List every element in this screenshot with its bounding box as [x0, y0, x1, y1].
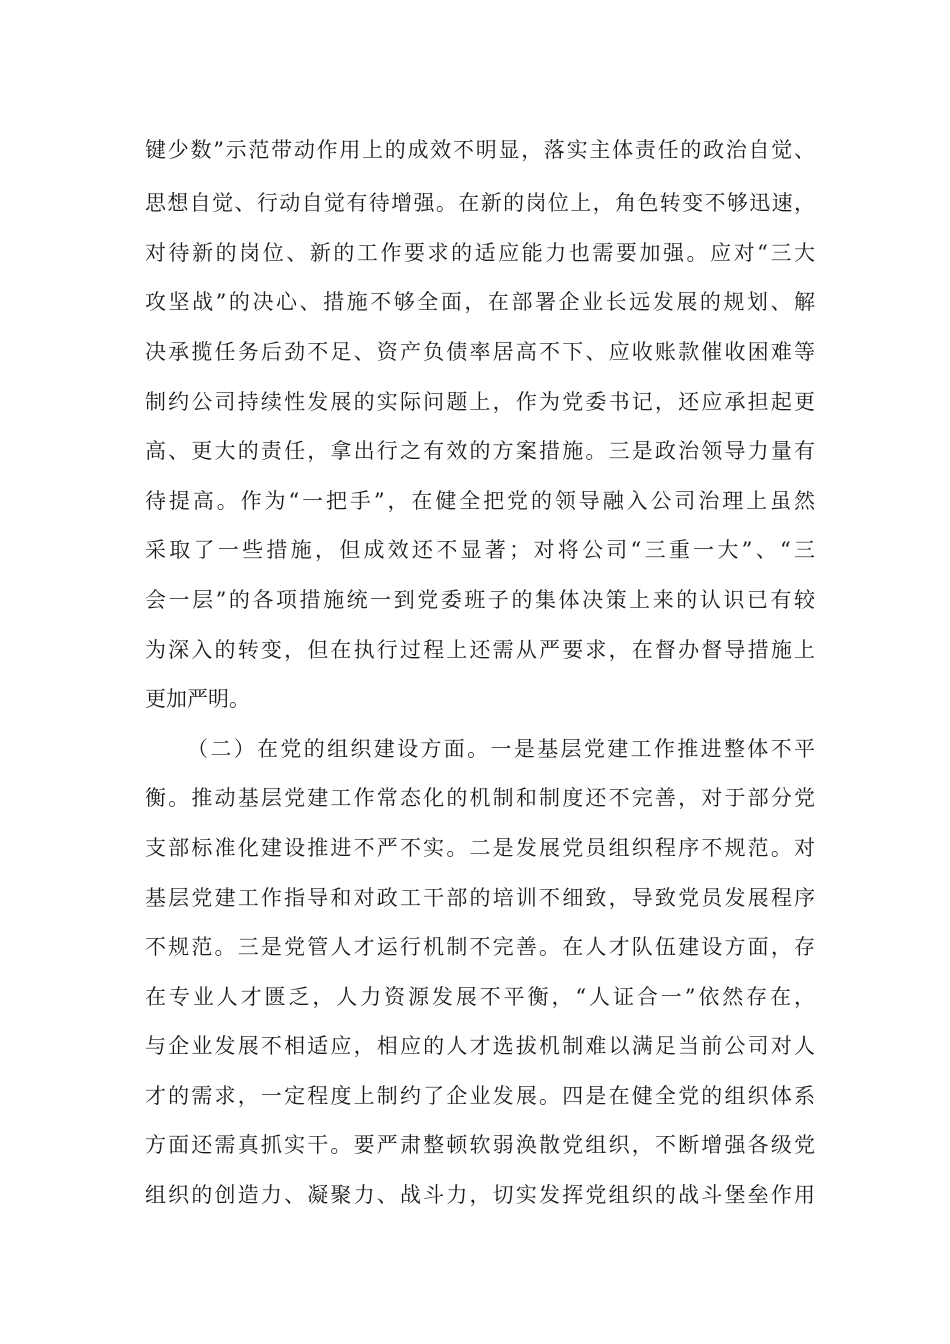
text-line: 衡。推动基层党建工作常态化的机制和制度还不完善，对于部分党 — [145, 786, 815, 810]
text-line: 不规范。三是党管人才运行机制不完善。在人才队伍建设方面，存 — [145, 935, 815, 959]
text-line: 待提高。作为“一把手”，在健全把党的领导融入公司治理上虽然 — [145, 489, 815, 513]
text-line: 制约公司持续性发展的实际问题上，作为党委书记，还应承担起更 — [145, 390, 815, 414]
text-line: 高、更大的责任，拿出行之有效的方案措施。三是政治领导力量有 — [145, 439, 815, 463]
text-line: 决承揽任务后劲不足、资产负债率居高不下、应收账款催收困难等 — [145, 340, 815, 364]
text-line: 才的需求，一定程度上制约了企业发展。四是在健全党的组织体系 — [145, 1084, 815, 1108]
section-heading-line: （二）在党的组织建设方面。一是基层党建工作推进整体不平 — [187, 737, 815, 761]
text-line: 对待新的岗位、新的工作要求的适应能力也需要加强。应对“三大 — [145, 241, 815, 265]
text-line: 采取了一些措施，但成效还不显著；对将公司“三重一大”、“三 — [145, 538, 815, 562]
text-line: 基层党建工作指导和对政工干部的培训不细致，导致党员发展程序 — [145, 886, 815, 910]
text-line: 组织的创造力、凝聚力、战斗力，切实发挥党组织的战斗堡垒作用 — [145, 1183, 815, 1207]
text-line: 在专业人才匮乏，人力资源发展不平衡，“人证合一”依然存在， — [145, 985, 815, 1009]
text-line: 会一层”的各项措施统一到党委班子的集体决策上来的认识已有较 — [145, 588, 815, 612]
text-line: 思想自觉、行动自觉有待增强。在新的岗位上，角色转变不够迅速， — [145, 191, 815, 215]
text-line: 更加严明。 — [145, 687, 250, 711]
text-line: 键少数”示范带动作用上的成效不明显，落实主体责任的政治自觉、 — [145, 138, 815, 162]
text-line: 与企业发展不相适应，相应的人才选拔机制难以满足当前公司对人 — [145, 1034, 815, 1058]
text-line: 支部标准化建设推进不严不实。二是发展党员组织程序不规范。对 — [145, 836, 815, 860]
text-line: 攻坚战”的决心、措施不够全面，在部署企业长远发展的规划、解 — [145, 290, 815, 314]
text-line: 方面还需真抓实干。要严肃整顿软弱涣散党组织，不断增强各级党 — [145, 1133, 815, 1157]
text-line: 为深入的转变，但在执行过程上还需从严要求，在督办督导措施上 — [145, 638, 815, 662]
